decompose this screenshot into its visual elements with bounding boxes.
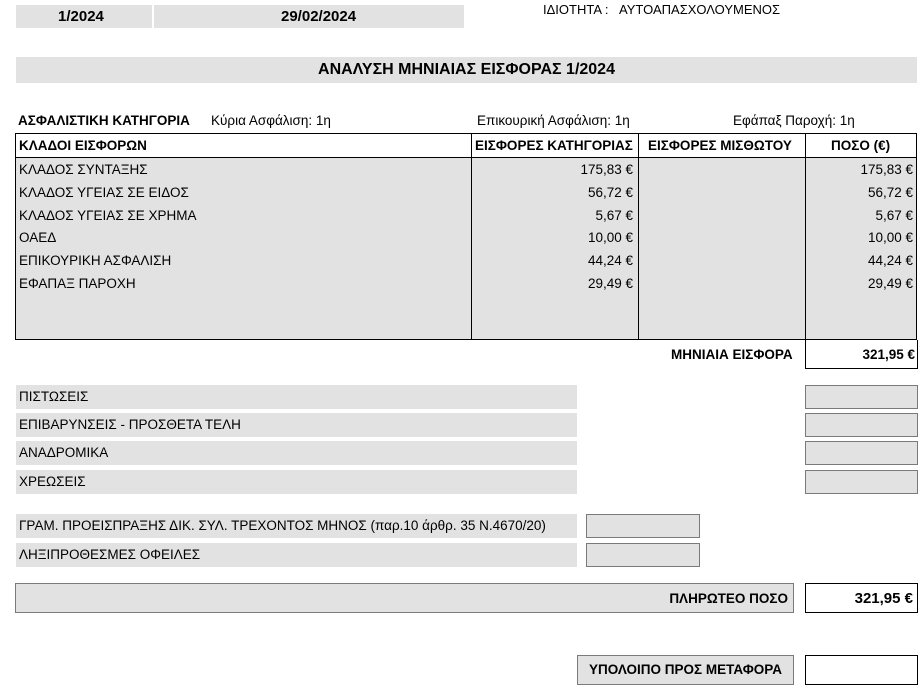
monthly-value: 321,95 € (862, 347, 915, 362)
row-branch: ΚΛΑΔΟΣ ΣΥΝΤΑΞΗΣ (19, 162, 148, 177)
page-title: ΑΝΑΛΥΣΗ ΜΗΝΙΑΙΑΣ ΕΙΣΦΟΡΑΣ 1/2024 (16, 57, 917, 83)
prepayment-value (586, 514, 700, 538)
adjustment-retroactive-value (805, 441, 918, 465)
overdue-row: ΛΗΞΙΠΡΟΘΕΣΜΕΣ ΟΦΕΙΛΕΣ (16, 543, 577, 567)
adjustment-debits-value (805, 470, 918, 494)
row-employee (642, 205, 800, 227)
row-branch: ΚΛΑΔΟΣ ΥΓΕΙΑΣ ΣΕ ΧΡΗΜΑ (19, 207, 197, 223)
row-amount: 175,83 € (860, 162, 913, 177)
header-period: 1/2024 (58, 8, 104, 25)
row-amount: 44,24 € (867, 253, 913, 269)
row-category: 175,83 € (580, 162, 633, 177)
capacity-label: ΙΔΙΟΤΗΤΑ : (543, 2, 609, 17)
carry-over-value (805, 655, 918, 685)
carry-over-label: ΥΠΟΛΟΙΠΟ ΠΡΟΣ ΜΕΤΑΦΟΡΑ (577, 655, 794, 685)
capacity-value: ΑΥΤΟΑΠΑΣΧΟΛΟΥΜΕΝΟΣ (619, 2, 781, 17)
payable-value: 321,95 € (854, 590, 913, 607)
adjustment-retroactive: ΑΝΑΔΡΟΜΙΚΑ (16, 441, 577, 465)
category-main: Κύρια Ασφάλιση: 1η (211, 113, 331, 128)
col-header-branch: ΚΛΑΔΟΙ ΕΙΣΦΟΡΩΝ (19, 138, 147, 153)
adjustment-credits: ΠΙΣΤΩΣΕΙΣ (16, 385, 577, 409)
category-label: ΑΣΦΑΛΙΣΤΙΚΗ ΚΑΤΗΓΟΡΙΑ (18, 113, 190, 128)
col-header-category: ΕΙΣΦΟΡΕΣ ΚΑΤΗΓΟΡΙΑΣ (475, 138, 633, 153)
row-amount: 10,00 € (867, 230, 913, 246)
payable-label: ΠΛΗΡΩΤΕΟ ΠΟΣΟ (669, 591, 788, 606)
row-category: 44,24 € (587, 253, 633, 269)
col-header-amount: ΠΟΣΟ (€) (831, 138, 891, 153)
monthly-label: ΜΗΝΙΑΙΑ ΕΙΣΦΟΡΑ (671, 347, 793, 362)
category-auxiliary: Επικουρική Ασφάλιση: 1η (477, 113, 630, 128)
row-category: 5,67 € (595, 207, 633, 223)
row-branch: ΟΑΕΔ (19, 230, 57, 246)
row-employee (642, 273, 800, 295)
row-branch: ΕΠΙΚΟΥΡΙΚΗ ΑΣΦΑΛΙΣΗ (19, 253, 172, 269)
header-date: 29/02/2024 (281, 8, 357, 25)
table-header-divider (16, 157, 916, 158)
row-amount: 29,49 € (867, 276, 913, 291)
adjustment-charges: ΕΠΙΒΑΡΥΝΣΕΙΣ - ΠΡΟΣΘΕΤΑ ΤΕΛΗ (16, 413, 577, 437)
row-category: 29,49 € (587, 276, 633, 291)
row-branch: ΕΦΑΠΑΞ ΠΑΡΟΧΗ (19, 276, 136, 291)
row-amount: 5,67 € (875, 207, 913, 223)
adjustment-credits-value (805, 385, 918, 409)
prepayment-row: ΓΡΑΜ. ΠΡΟΕΙΣΠΡΑΞΗΣ ΔΙΚ. ΣΥΛ. ΤΡΕΧΟΝΤΟΣ ΜΗΝΟΣ (παρ.10 άρθρ. 35 Ν.4670/20) (16, 514, 577, 538)
adjustment-charges-value (805, 413, 918, 437)
row-category: 10,00 € (587, 230, 633, 246)
row-employee (642, 250, 800, 272)
header-date-divider (152, 5, 154, 28)
row-employee (642, 227, 800, 249)
row-category: 56,72 € (587, 184, 633, 200)
adjustment-debits: ΧΡΕΩΣΕΙΣ (16, 470, 577, 494)
contributions-table (15, 133, 917, 340)
row-branch: ΚΛΑΔΟΣ ΥΓΕΙΑΣ ΣΕ ΕΙΔΟΣ (19, 184, 189, 200)
row-amount: 56,72 € (867, 184, 913, 200)
category-lump-sum: Εφάπαξ Παροχή: 1η (733, 113, 855, 128)
col-header-employee: ΕΙΣΦΟΡΕΣ ΜΙΣΘΩΤΟΥ (648, 138, 792, 153)
overdue-value (586, 543, 700, 567)
row-employee (642, 159, 800, 181)
row-employee (642, 182, 800, 204)
